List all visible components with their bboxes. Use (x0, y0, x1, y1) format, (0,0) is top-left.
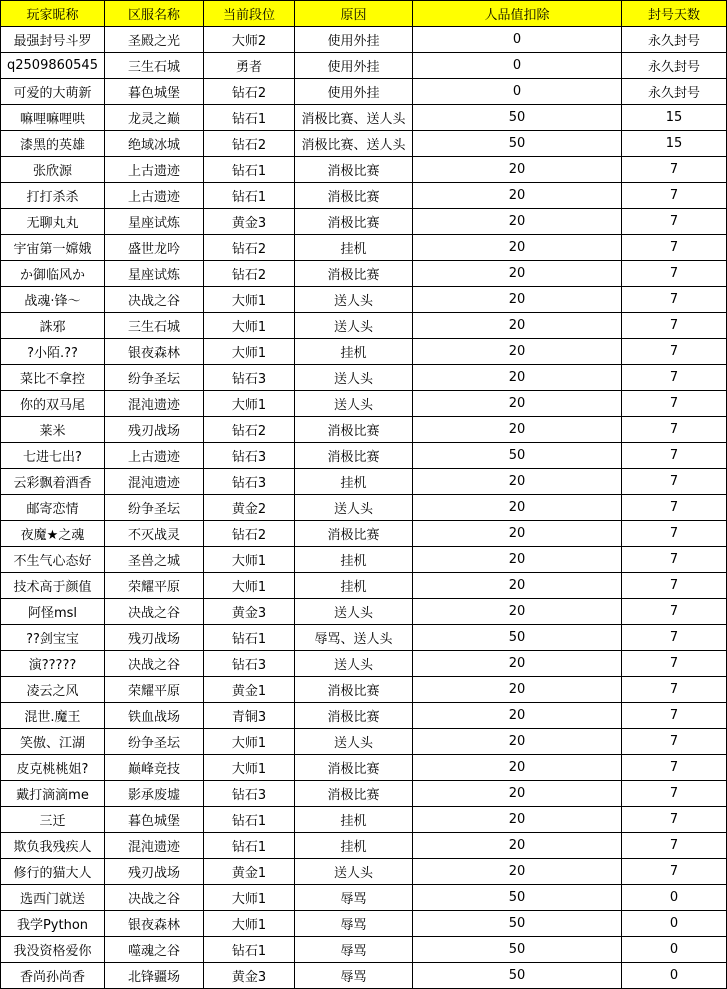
table-row (1, 703, 727, 729)
cell-current-rank: 钻石1 (204, 183, 295, 209)
cell-current-rank: 钻石2 (204, 131, 295, 157)
cell-reason: 挂机 (295, 833, 413, 859)
cell-current-rank: 钻石3 (204, 781, 295, 807)
cell-reason: 使用外挂 (295, 27, 413, 53)
cell-reason: 辱骂 (295, 937, 413, 963)
header-server-name: 区服名称 (105, 1, 204, 27)
cell-player-name: 宇宙第一嫦娥 (1, 235, 105, 261)
cell-reason: 使用外挂 (295, 79, 413, 105)
cell-server-name: 暮色城堡 (105, 807, 204, 833)
cell-player-name: 戴打滴滴me (1, 781, 105, 807)
cell-reason: 挂机 (295, 807, 413, 833)
cell-credit-deduction: 50 (413, 963, 622, 989)
cell-reason: 消极比赛 (295, 183, 413, 209)
table-body (1, 27, 727, 989)
cell-ban-days: 7 (622, 365, 727, 391)
cell-server-name: 残刃战场 (105, 417, 204, 443)
cell-current-rank: 大师1 (204, 729, 295, 755)
cell-server-name: 上古遗迹 (105, 183, 204, 209)
cell-server-name: 银夜森林 (105, 339, 204, 365)
cell-ban-days: 7 (622, 703, 727, 729)
cell-player-name: 三迁 (1, 807, 105, 833)
cell-current-rank: 钻石1 (204, 105, 295, 131)
cell-server-name: 上古遗迹 (105, 157, 204, 183)
cell-current-rank: 钻石1 (204, 157, 295, 183)
cell-server-name: 三生石城 (105, 53, 204, 79)
cell-player-name: 我学Python (1, 911, 105, 937)
cell-server-name: 圣兽之城 (105, 547, 204, 573)
cell-ban-days: 7 (622, 755, 727, 781)
cell-credit-deduction: 50 (413, 625, 622, 651)
table-row (1, 729, 727, 755)
cell-current-rank: 大师1 (204, 313, 295, 339)
cell-credit-deduction: 20 (413, 703, 622, 729)
cell-credit-deduction: 20 (413, 521, 622, 547)
cell-credit-deduction: 20 (413, 417, 622, 443)
cell-reason: 消极比赛、送人头 (295, 131, 413, 157)
table-row (1, 209, 727, 235)
cell-ban-days: 0 (622, 963, 727, 989)
cell-credit-deduction: 20 (413, 391, 622, 417)
table-row (1, 547, 727, 573)
cell-reason: 消极比赛 (295, 261, 413, 287)
cell-player-name: 混世.魔王 (1, 703, 105, 729)
cell-ban-days: 7 (622, 209, 727, 235)
table-header (1, 1, 727, 27)
table-row (1, 911, 727, 937)
cell-credit-deduction: 20 (413, 235, 622, 261)
cell-player-name: 张欣源 (1, 157, 105, 183)
cell-credit-deduction: 20 (413, 755, 622, 781)
cell-server-name: 决战之谷 (105, 287, 204, 313)
cell-current-rank: 钻石1 (204, 937, 295, 963)
cell-reason: 送人头 (295, 287, 413, 313)
cell-credit-deduction: 20 (413, 313, 622, 339)
cell-ban-days: 0 (622, 885, 727, 911)
table-row (1, 495, 727, 521)
header-reason: 原因 (295, 1, 413, 27)
cell-current-rank: 钻石1 (204, 833, 295, 859)
table-row (1, 365, 727, 391)
cell-player-name: 你的双马尾 (1, 391, 105, 417)
cell-current-rank: 大师1 (204, 755, 295, 781)
cell-player-name: 战魂·锋～ (1, 287, 105, 313)
cell-reason: 消极比赛 (295, 755, 413, 781)
table-row (1, 287, 727, 313)
cell-player-name: ?小陌.?? (1, 339, 105, 365)
cell-ban-days: 7 (622, 469, 727, 495)
cell-player-name: 夜魔★之魂 (1, 521, 105, 547)
cell-ban-days: 7 (622, 339, 727, 365)
cell-reason: 挂机 (295, 339, 413, 365)
cell-ban-days: 7 (622, 287, 727, 313)
table-row (1, 599, 727, 625)
cell-player-name: q2509860545 (1, 53, 105, 79)
table-row (1, 963, 727, 989)
cell-credit-deduction: 20 (413, 495, 622, 521)
cell-ban-days: 7 (622, 443, 727, 469)
cell-ban-days: 7 (622, 573, 727, 599)
cell-server-name: 龙灵之巅 (105, 105, 204, 131)
cell-player-name: 可爱的大萌新 (1, 79, 105, 105)
cell-ban-days: 永久封号 (622, 53, 727, 79)
cell-player-name: か御临风か (1, 261, 105, 287)
cell-credit-deduction: 50 (413, 911, 622, 937)
cell-reason: 消极比赛 (295, 703, 413, 729)
table-row (1, 833, 727, 859)
cell-player-name: 阿怪msl (1, 599, 105, 625)
cell-ban-days: 0 (622, 937, 727, 963)
cell-credit-deduction: 0 (413, 53, 622, 79)
cell-current-rank: 钻石3 (204, 469, 295, 495)
cell-player-name: 技术高于颜值 (1, 573, 105, 599)
cell-server-name: 巅峰竞技 (105, 755, 204, 781)
cell-player-name: 邮寄恋情 (1, 495, 105, 521)
cell-reason: 辱骂、送人头 (295, 625, 413, 651)
cell-ban-days: 7 (622, 235, 727, 261)
cell-ban-days: 0 (622, 911, 727, 937)
table-row (1, 807, 727, 833)
cell-reason: 消极比赛 (295, 781, 413, 807)
cell-ban-days: 7 (622, 495, 727, 521)
cell-credit-deduction: 50 (413, 885, 622, 911)
header-current-rank: 当前段位 (204, 1, 295, 27)
cell-server-name: 星座试炼 (105, 209, 204, 235)
cell-player-name: 笑傲、江湖 (1, 729, 105, 755)
table-row (1, 937, 727, 963)
cell-player-name: 不生气心态好 (1, 547, 105, 573)
cell-player-name: 七进七出? (1, 443, 105, 469)
cell-server-name: 残刃战场 (105, 625, 204, 651)
cell-server-name: 混沌遗迹 (105, 469, 204, 495)
table-row (1, 339, 727, 365)
cell-credit-deduction: 0 (413, 27, 622, 53)
cell-player-name: 漆黑的英雄 (1, 131, 105, 157)
cell-current-rank: 钻石2 (204, 261, 295, 287)
table-row (1, 53, 727, 79)
cell-reason: 送人头 (295, 651, 413, 677)
cell-player-name: 莱米 (1, 417, 105, 443)
cell-reason: 辱骂 (295, 963, 413, 989)
cell-credit-deduction: 20 (413, 261, 622, 287)
cell-current-rank: 黄金3 (204, 963, 295, 989)
table-row (1, 391, 727, 417)
cell-player-name: 香尚孙尚香 (1, 963, 105, 989)
cell-current-rank: 钻石2 (204, 417, 295, 443)
table-row (1, 183, 727, 209)
cell-server-name: 银夜森林 (105, 911, 204, 937)
cell-reason: 送人头 (295, 313, 413, 339)
cell-ban-days: 7 (622, 417, 727, 443)
cell-ban-days: 7 (622, 833, 727, 859)
cell-reason: 送人头 (295, 859, 413, 885)
cell-server-name: 纷争圣坛 (105, 495, 204, 521)
table-row (1, 469, 727, 495)
cell-current-rank: 大师1 (204, 885, 295, 911)
cell-player-name: 打打杀杀 (1, 183, 105, 209)
cell-player-name: ??剑宝宝 (1, 625, 105, 651)
cell-credit-deduction: 20 (413, 651, 622, 677)
cell-ban-days: 7 (622, 261, 727, 287)
cell-server-name: 圣殿之光 (105, 27, 204, 53)
cell-current-rank: 钻石3 (204, 443, 295, 469)
cell-server-name: 荣耀平原 (105, 677, 204, 703)
cell-server-name: 暮色城堡 (105, 79, 204, 105)
cell-current-rank: 大师1 (204, 391, 295, 417)
cell-reason: 消极比赛 (295, 157, 413, 183)
cell-reason: 送人头 (295, 391, 413, 417)
cell-ban-days: 永久封号 (622, 79, 727, 105)
cell-credit-deduction: 20 (413, 807, 622, 833)
cell-current-rank: 大师1 (204, 287, 295, 313)
cell-player-name: 演????? (1, 651, 105, 677)
cell-ban-days: 7 (622, 729, 727, 755)
cell-server-name: 绝域冰城 (105, 131, 204, 157)
cell-player-name: 欺负我残疾人 (1, 833, 105, 859)
cell-credit-deduction: 20 (413, 157, 622, 183)
cell-current-rank: 大师1 (204, 339, 295, 365)
cell-server-name: 影承废墟 (105, 781, 204, 807)
cell-player-name: 选西门就送 (1, 885, 105, 911)
table-row (1, 261, 727, 287)
cell-credit-deduction: 20 (413, 677, 622, 703)
table-row (1, 131, 727, 157)
cell-credit-deduction: 20 (413, 365, 622, 391)
cell-ban-days: 7 (622, 859, 727, 885)
cell-ban-days: 永久封号 (622, 27, 727, 53)
cell-server-name: 决战之谷 (105, 885, 204, 911)
cell-current-rank: 钻石3 (204, 365, 295, 391)
cell-credit-deduction: 20 (413, 599, 622, 625)
cell-reason: 挂机 (295, 547, 413, 573)
cell-credit-deduction: 50 (413, 105, 622, 131)
cell-ban-days: 15 (622, 105, 727, 131)
cell-credit-deduction: 50 (413, 131, 622, 157)
cell-server-name: 上古遗迹 (105, 443, 204, 469)
cell-ban-days: 7 (622, 157, 727, 183)
cell-current-rank: 大师1 (204, 573, 295, 599)
cell-ban-days: 7 (622, 521, 727, 547)
cell-server-name: 北锋疆场 (105, 963, 204, 989)
cell-current-rank: 钻石1 (204, 625, 295, 651)
cell-server-name: 残刃战场 (105, 859, 204, 885)
cell-credit-deduction: 20 (413, 859, 622, 885)
cell-reason: 消极比赛 (295, 677, 413, 703)
cell-server-name: 荣耀平原 (105, 573, 204, 599)
cell-credit-deduction: 20 (413, 833, 622, 859)
cell-reason: 辱骂 (295, 911, 413, 937)
cell-player-name: 菜比不拿控 (1, 365, 105, 391)
cell-player-name: 誅邪 (1, 313, 105, 339)
cell-credit-deduction: 20 (413, 339, 622, 365)
table-row (1, 79, 727, 105)
cell-player-name: 修行的猫大人 (1, 859, 105, 885)
cell-ban-days: 7 (622, 599, 727, 625)
cell-reason: 送人头 (295, 365, 413, 391)
cell-current-rank: 大师1 (204, 547, 295, 573)
cell-player-name: 云彩飘着酒香 (1, 469, 105, 495)
cell-ban-days: 15 (622, 131, 727, 157)
cell-server-name: 三生石城 (105, 313, 204, 339)
header-credit-deduction: 人品值扣除 (413, 1, 622, 27)
header-ban-days: 封号天数 (622, 1, 727, 27)
table-row (1, 157, 727, 183)
cell-credit-deduction: 20 (413, 209, 622, 235)
cell-server-name: 噬魂之谷 (105, 937, 204, 963)
cell-reason: 消极比赛、送人头 (295, 105, 413, 131)
table-row (1, 313, 727, 339)
cell-reason: 挂机 (295, 573, 413, 599)
cell-reason: 消极比赛 (295, 521, 413, 547)
cell-reason: 消极比赛 (295, 417, 413, 443)
cell-ban-days: 7 (622, 651, 727, 677)
table-row (1, 235, 727, 261)
cell-current-rank: 黄金1 (204, 859, 295, 885)
cell-server-name: 不灭战灵 (105, 521, 204, 547)
cell-current-rank: 钻石1 (204, 807, 295, 833)
table-row (1, 27, 727, 53)
cell-ban-days: 7 (622, 781, 727, 807)
cell-reason: 消极比赛 (295, 443, 413, 469)
table-row (1, 755, 727, 781)
cell-reason: 消极比赛 (295, 209, 413, 235)
cell-current-rank: 黄金3 (204, 209, 295, 235)
table-row (1, 885, 727, 911)
cell-player-name: 无聊丸丸 (1, 209, 105, 235)
cell-credit-deduction: 50 (413, 443, 622, 469)
cell-reason: 送人头 (295, 729, 413, 755)
cell-current-rank: 钻石3 (204, 651, 295, 677)
cell-ban-days: 7 (622, 183, 727, 209)
table-row (1, 417, 727, 443)
cell-current-rank: 大师2 (204, 27, 295, 53)
cell-current-rank: 钻石2 (204, 79, 295, 105)
cell-player-name: 凌云之风 (1, 677, 105, 703)
cell-current-rank: 青铜3 (204, 703, 295, 729)
cell-server-name: 纷争圣坛 (105, 365, 204, 391)
table-row (1, 521, 727, 547)
table-row (1, 677, 727, 703)
table-row (1, 625, 727, 651)
cell-server-name: 星座试炼 (105, 261, 204, 287)
cell-server-name: 决战之谷 (105, 651, 204, 677)
cell-reason: 送人头 (295, 495, 413, 521)
cell-ban-days: 7 (622, 313, 727, 339)
cell-credit-deduction: 20 (413, 729, 622, 755)
cell-credit-deduction: 20 (413, 287, 622, 313)
header-player-name: 玩家昵称 (1, 1, 105, 27)
cell-player-name: 最强封号斗罗 (1, 27, 105, 53)
cell-credit-deduction: 50 (413, 937, 622, 963)
cell-reason: 使用外挂 (295, 53, 413, 79)
cell-reason: 挂机 (295, 469, 413, 495)
cell-player-name: 嘛哩嘛哩哄 (1, 105, 105, 131)
cell-server-name: 混沌遗迹 (105, 391, 204, 417)
cell-server-name: 决战之谷 (105, 599, 204, 625)
cell-credit-deduction: 20 (413, 547, 622, 573)
cell-credit-deduction: 20 (413, 469, 622, 495)
table-row (1, 859, 727, 885)
cell-server-name: 铁血战场 (105, 703, 204, 729)
cell-credit-deduction: 0 (413, 79, 622, 105)
cell-ban-days: 7 (622, 391, 727, 417)
cell-ban-days: 7 (622, 625, 727, 651)
cell-reason: 送人头 (295, 599, 413, 625)
cell-reason: 辱骂 (295, 885, 413, 911)
cell-current-rank: 钻石2 (204, 521, 295, 547)
table-row (1, 105, 727, 131)
cell-credit-deduction: 20 (413, 573, 622, 599)
header-row (1, 1, 727, 27)
table-row (1, 573, 727, 599)
table-row (1, 781, 727, 807)
cell-current-rank: 钻石2 (204, 235, 295, 261)
cell-ban-days: 7 (622, 807, 727, 833)
cell-current-rank: 大师1 (204, 911, 295, 937)
cell-server-name: 盛世龙吟 (105, 235, 204, 261)
cell-ban-days: 7 (622, 677, 727, 703)
table-row (1, 443, 727, 469)
cell-server-name: 混沌遗迹 (105, 833, 204, 859)
cell-server-name: 纷争圣坛 (105, 729, 204, 755)
cell-current-rank: 黄金3 (204, 599, 295, 625)
cell-credit-deduction: 20 (413, 781, 622, 807)
cell-ban-days: 7 (622, 547, 727, 573)
cell-credit-deduction: 20 (413, 183, 622, 209)
cell-player-name: 皮克桃桃姐? (1, 755, 105, 781)
table-row (1, 651, 727, 677)
cell-current-rank: 黄金1 (204, 677, 295, 703)
cell-current-rank: 勇者 (204, 53, 295, 79)
cell-reason: 挂机 (295, 235, 413, 261)
cell-current-rank: 黄金2 (204, 495, 295, 521)
cell-player-name: 我没资格爱你 (1, 937, 105, 963)
